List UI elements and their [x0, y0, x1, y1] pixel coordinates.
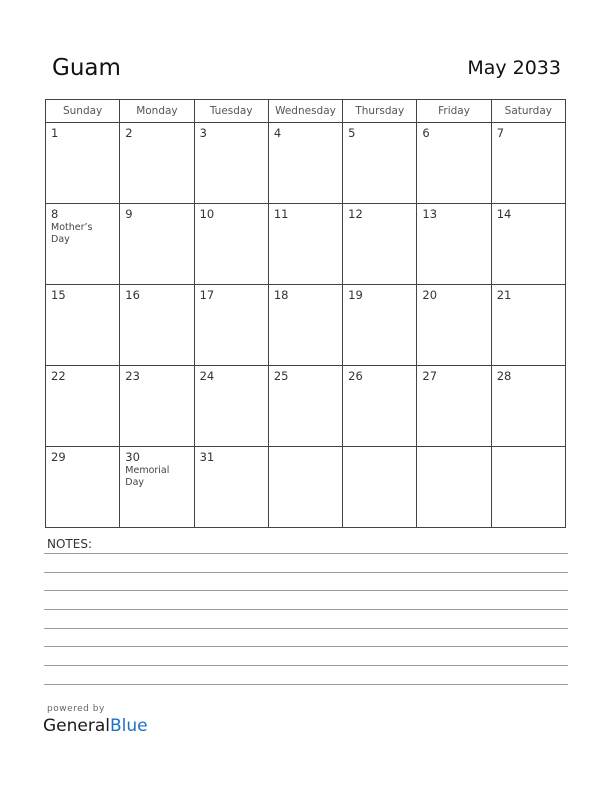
day-number: 8 — [51, 207, 59, 221]
day-number: 25 — [273, 369, 289, 383]
calendar-day-cell — [194, 285, 268, 366]
day-number: 5 — [348, 126, 356, 140]
calendar-day-cell — [268, 366, 342, 447]
calendar-region-title: Guam — [52, 55, 121, 81]
calendar-day-cell — [120, 447, 194, 528]
day-number: 29 — [51, 450, 66, 464]
calendar-day-cell — [194, 366, 268, 447]
day-number: 16 — [125, 288, 140, 302]
calendar-day-cell — [268, 447, 342, 528]
calendar-week-row — [46, 447, 566, 528]
calendar-day-cell — [417, 285, 491, 366]
weekday-header: Thursday — [343, 100, 417, 123]
calendar-week-row — [46, 123, 566, 204]
day-number: 9 — [125, 207, 133, 221]
holiday-label: Memorial Day — [125, 465, 170, 488]
powered-by-label: powered by — [47, 704, 105, 714]
holiday-label: Mother’s Day — [51, 222, 93, 245]
notes-label: NOTES: — [47, 537, 92, 551]
day-number: 4 — [273, 126, 282, 140]
calendar-day-cell — [268, 285, 342, 366]
day-number: 2 — [125, 126, 133, 140]
weekday-header: Friday — [417, 100, 491, 123]
notes-line — [44, 684, 568, 685]
calendar-day-cell — [343, 123, 417, 204]
day-number: 6 — [422, 126, 430, 140]
calendar-day-cell — [120, 366, 194, 447]
weekday-header-row — [46, 100, 566, 123]
calendar-day-cell — [491, 204, 565, 285]
calendar-day-cell — [417, 204, 491, 285]
calendar-day-cell — [268, 204, 342, 285]
notes-line — [44, 553, 568, 554]
calendar-week-row — [46, 366, 566, 447]
notes-line — [44, 572, 568, 573]
day-number: 14 — [496, 207, 512, 221]
day-number: 12 — [348, 207, 363, 221]
calendar-day-cell — [491, 123, 565, 204]
notes-line — [44, 646, 568, 647]
brand-logo — [43, 716, 148, 736]
day-number: 7 — [496, 126, 505, 140]
day-number: 15 — [51, 288, 66, 302]
weekday-header: Monday — [120, 100, 194, 123]
day-number: 22 — [51, 369, 66, 383]
calendar-week-row — [46, 285, 566, 366]
day-number: 17 — [199, 288, 215, 302]
calendar-day-cell — [343, 204, 417, 285]
notes-line — [44, 665, 568, 666]
weekday-header: Saturday — [491, 100, 565, 123]
notes-line — [44, 609, 568, 610]
calendar-week-row — [46, 204, 566, 285]
notes-line — [44, 628, 568, 629]
brand-general: General — [43, 716, 110, 736]
calendar-day-cell — [343, 447, 417, 528]
weekday-header: Wednesday — [268, 100, 342, 123]
calendar-day-cell — [417, 366, 491, 447]
calendar-day-cell — [120, 204, 194, 285]
calendar-day-cell — [46, 285, 120, 366]
calendar-day-cell — [120, 123, 194, 204]
calendar-day-cell — [417, 447, 491, 528]
day-number: 1 — [51, 126, 59, 140]
day-number: 26 — [348, 369, 363, 383]
notes-line — [44, 590, 568, 591]
day-number: 11 — [273, 207, 289, 221]
day-number: 10 — [199, 207, 215, 221]
calendar-day-cell — [194, 447, 268, 528]
day-number: 27 — [422, 369, 438, 383]
calendar-day-cell — [491, 366, 565, 447]
calendar-day-cell — [46, 204, 120, 285]
calendar-day-cell — [343, 285, 417, 366]
calendar-day-cell — [268, 123, 342, 204]
brand-blue: Blue — [110, 716, 148, 736]
weekday-header: Tuesday — [194, 100, 268, 123]
calendar-day-cell — [417, 123, 491, 204]
day-number: 20 — [422, 288, 438, 302]
calendar-day-cell — [194, 204, 268, 285]
calendar-day-cell — [120, 285, 194, 366]
day-number: 30 — [125, 450, 140, 464]
calendar-month-year: May 2033 — [467, 57, 561, 79]
calendar-day-cell — [343, 366, 417, 447]
day-number: 31 — [199, 450, 215, 464]
calendar-day-cell — [491, 447, 565, 528]
calendar-grid — [45, 99, 566, 528]
day-number: 24 — [199, 369, 215, 383]
day-number: 21 — [496, 288, 512, 302]
calendar-day-cell — [46, 447, 120, 528]
day-number: 23 — [125, 369, 140, 383]
calendar-day-cell — [46, 123, 120, 204]
day-number: 18 — [273, 288, 289, 302]
day-number: 28 — [496, 369, 512, 383]
calendar-day-cell — [46, 366, 120, 447]
day-number: 3 — [199, 126, 207, 140]
calendar-day-cell — [491, 285, 565, 366]
day-number: 13 — [422, 207, 438, 221]
day-number: 19 — [348, 288, 363, 302]
calendar-day-cell — [194, 123, 268, 204]
weekday-header: Sunday — [46, 100, 120, 123]
